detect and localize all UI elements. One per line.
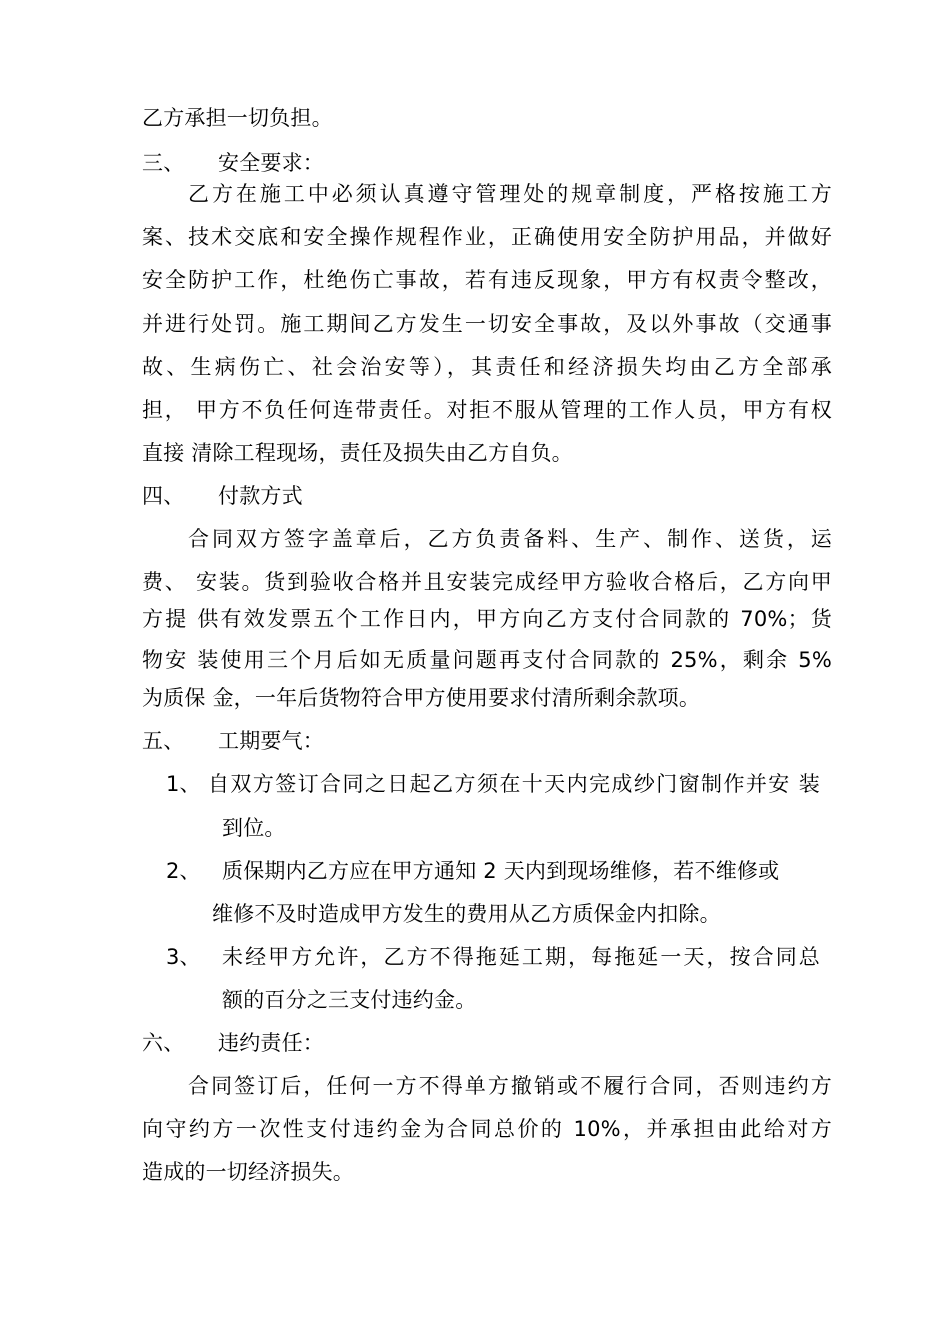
list-item-text: 自双方签订合同之日起乙方须在十天内完成纱门窗制作并安 装 — [208, 772, 820, 796]
paragraph-line: 安全防护工作，杜绝伤亡事故，若有违反现象，甲方有权责令整改， — [142, 268, 832, 292]
paragraph-line: 故、生病伤亡、社会治安等），其责任和经济损失均由乙方全部承 — [142, 355, 832, 379]
section-number: 五、 — [142, 729, 185, 753]
paragraph-line: 物安 装使用三个月后如无质量问题再支付合同款的 25%，剩余 5% — [142, 648, 832, 672]
section-heading-liability — [142, 1028, 832, 1058]
section-number: 三、 — [142, 151, 185, 175]
paragraph-line: 造成的一切经济损失。 — [142, 1160, 354, 1184]
paragraph-line: 担， 甲方不负任何连带责任。对拒不服从管理的工作人员，甲方有权 — [142, 398, 832, 422]
paragraph-line: 乙方承担一切负担。 — [142, 106, 333, 130]
section-title: 违约责任： — [218, 1031, 324, 1055]
paragraph-line: 案、技术交底和安全操作规程作业，正确使用安全防护用品，并做好 — [142, 225, 832, 249]
list-item-number: 3、 — [166, 945, 201, 969]
section-heading-payment — [142, 481, 832, 511]
list-item-number: 1、 — [166, 772, 201, 796]
paragraph-line: 合同双方签字盖章后，乙方负责备料、生产、制作、送货，运 — [188, 527, 832, 551]
section-number: 四、 — [142, 484, 185, 508]
list-item-2 — [166, 856, 832, 886]
list-item-1 — [166, 769, 832, 799]
paragraph-line: 向守约方一次性支付违约金为合同总价的 10%，并承担由此给对方 — [142, 1117, 832, 1141]
section-title: 付款方式 — [218, 484, 303, 508]
list-item-continuation: 到位。 — [222, 816, 286, 840]
paragraph-line: 乙方在施工中必须认真遵守管理处的规章制度，严格按施工方 — [188, 182, 832, 206]
section-heading-safety — [142, 148, 832, 178]
list-item-continuation: 额的百分之三支付违约金。 — [222, 988, 477, 1012]
list-item-number: 2、 — [166, 859, 201, 883]
section-title: 安全要求： — [218, 151, 324, 175]
list-item-text: 未经甲方允许，乙方不得拖延工期，每拖延一天，按合同总 — [222, 945, 820, 969]
section-heading-schedule — [142, 726, 832, 756]
paragraph-line: 费、 安装。货到验收合格并且安装完成经甲方验收合格后，乙方向甲 — [142, 570, 832, 594]
list-item-text: 质保期内乙方应在甲方通知 2 天内到现场维修，若不维修或 — [222, 859, 780, 883]
paragraph-line: 为质保 金，一年后货物符合甲方使用要求付清所剩余款项。 — [142, 686, 701, 710]
paragraph-line: 并进行处罚。施工期间乙方发生一切安全事故，及以外事故（交通事 — [142, 312, 832, 336]
list-item-3 — [166, 942, 832, 972]
paragraph-line: 直接 清除工程现场，责任及损失由乙方自负。 — [142, 441, 573, 465]
paragraph-line: 合同签订后，任何一方不得单方撤销或不履行合同，否则违约方 — [188, 1074, 832, 1098]
paragraph-line: 方提 供有效发票五个工作日内，甲方向乙方支付合同款的 70%；货 — [142, 607, 832, 631]
list-item-continuation: 维修不及时造成甲方发生的费用从乙方质保金内扣除。 — [212, 902, 721, 926]
section-title: 工期要气： — [218, 729, 324, 753]
section-number: 六、 — [142, 1031, 185, 1055]
